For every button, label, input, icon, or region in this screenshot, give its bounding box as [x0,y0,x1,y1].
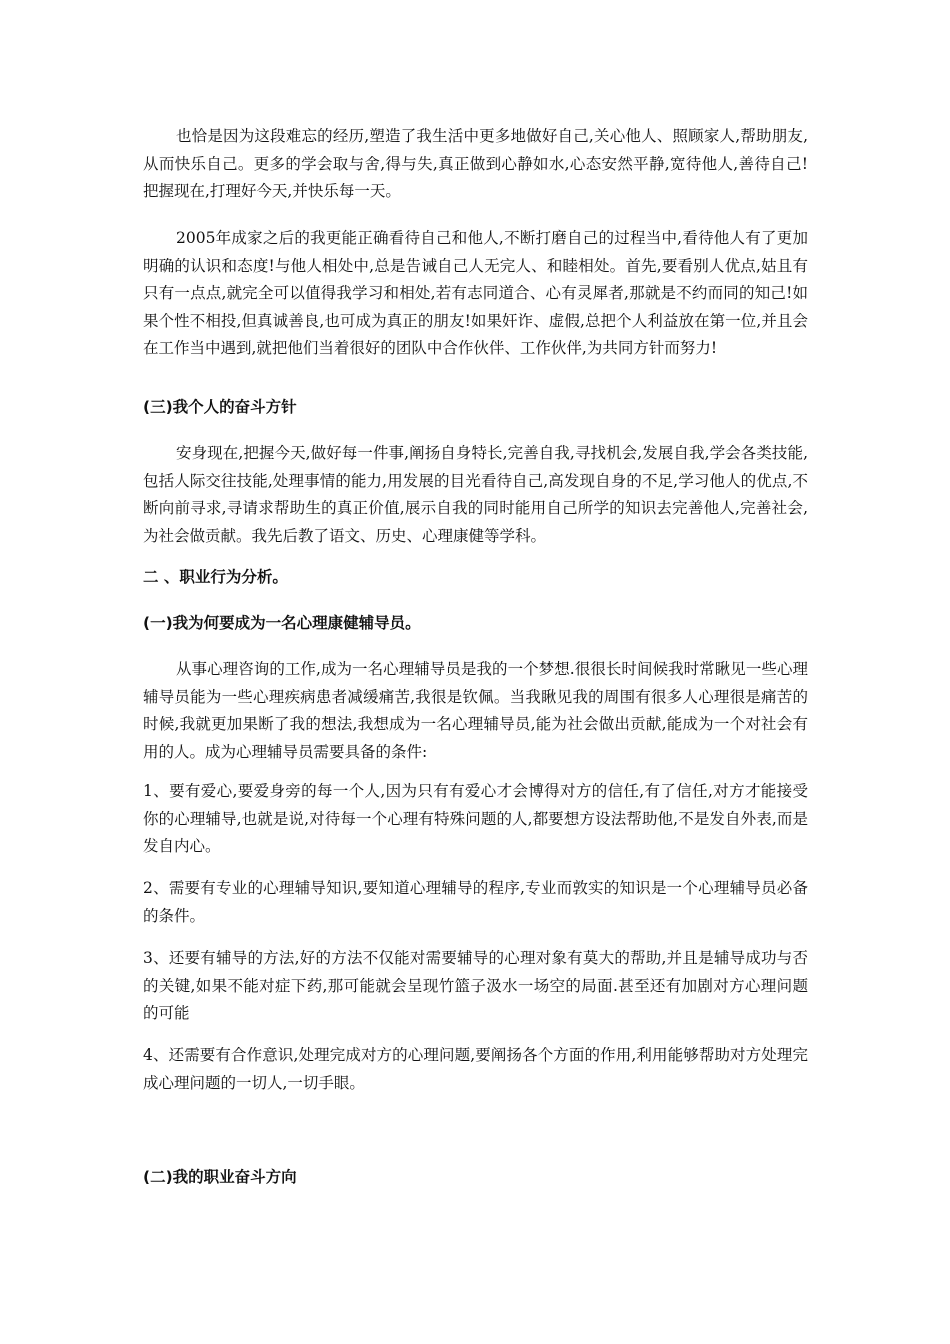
list-item-method: 3、还要有辅导的方法,好的方法不仅能对需要辅导的心理对象有莫大的帮助,并且是辅导成功与否的关键,如果不能对症下药,那可能就会呈现竹篮子汲水一场空的局面.甚至还有加剧对方心理问题的可能 [143,949,808,1022]
list-item-love: 1、要有爱心,要爱身旁的每一个人,因为只有有爱心才会博得对方的信任,有了信任,对方才能接受你的心理辅导,也就是说,对待每一个心理有特殊问题的人,都要想方设法帮助他,不是发自外表,而是发自内心。 [143,782,808,855]
paragraph-personal-goal: 安身现在,把握今天,做好每一件事,阐扬自身特长,完善自我,寻找机会,发展自我,学会各类技能,包括人际交往技能,处理事情的能力,用发展的目光看待自己,高发现自身的不足,学习他人的优点,不断向前寻求,寻请求帮助生的真正价值,展示自我的同时能用自己所学的知识去完善他人,完善社会,为社会做贡献。我先后教了语文、历史、心理康健等学科。 [143,444,808,545]
list-item-cooperation: 4、还需要有合作意识,处理完成对方的心理问题,要阐扬各个方面的作用,利用能够帮助对方处理完成心理问题的一切人,一切手眼。 [143,1046,808,1092]
section-heading-why-counselor: (一)我为何要成为一名心理康健辅导员。 [143,614,421,632]
list-item-knowledge: 2、需要有专业的心理辅导知识,要知道心理辅导的程序,专业而敦实的知识是一个心理辅导员必备的条件。 [143,879,808,925]
paragraph-why-counselor: 从事心理咨询的工作,成为一名心理辅导员是我的一个梦想.很很长时间候我时常瞅见一些心理辅导员能为一些心理疾病患者减缓痛苦,我很是钦佩。当我瞅见我的周围有很多人心理很是痛苦的时候,我就更加果断了我的想法,我想成为一名心理辅导员,能为社会做出贡献,能成为一个对社会有用的人。成为心理辅导员需要具备的条件: [143,660,808,761]
section-heading-career-direction: (二)我的职业奋斗方向 [143,1168,297,1186]
paragraph-experience: 也恰是因为这段难忘的经历,塑造了我生活中更多地做好自己,关心他人、照顾家人,帮助朋友,从而快乐自己。更多的学会取与舍,得与失,真正做到心静如水,心态安然平静,宽待他人,善待自己!把握现在,打理好今天,并快乐每一天。 [143,127,808,200]
section-heading-personal-goal: (三)我个人的奋斗方针 [143,398,297,416]
section-heading-career-analysis: 二 、职业行为分析。 [143,568,288,586]
paragraph-after-marriage: 2005年成家之后的我更能正确看待自己和他人,不断打磨自己的过程当中,看待他人有了更加明确的认识和态度!与他人相处中,总是告诫自己人无完人、和睦相处。首先,要看别人优点,姑且有只有一点点,就完全可以值得我学习和相处,若有志同道合、心有灵犀者,那就是不约而同的知己!如果个性不相投,但真诚善良,也可成为真正的朋友!如果奸诈、虚假,总把个人利益放在第一位,并且会在工作当中遇到,就把他们当着很好的团队中合作伙伴、工作伙伴,为共同方针而努力! [143,229,808,357]
